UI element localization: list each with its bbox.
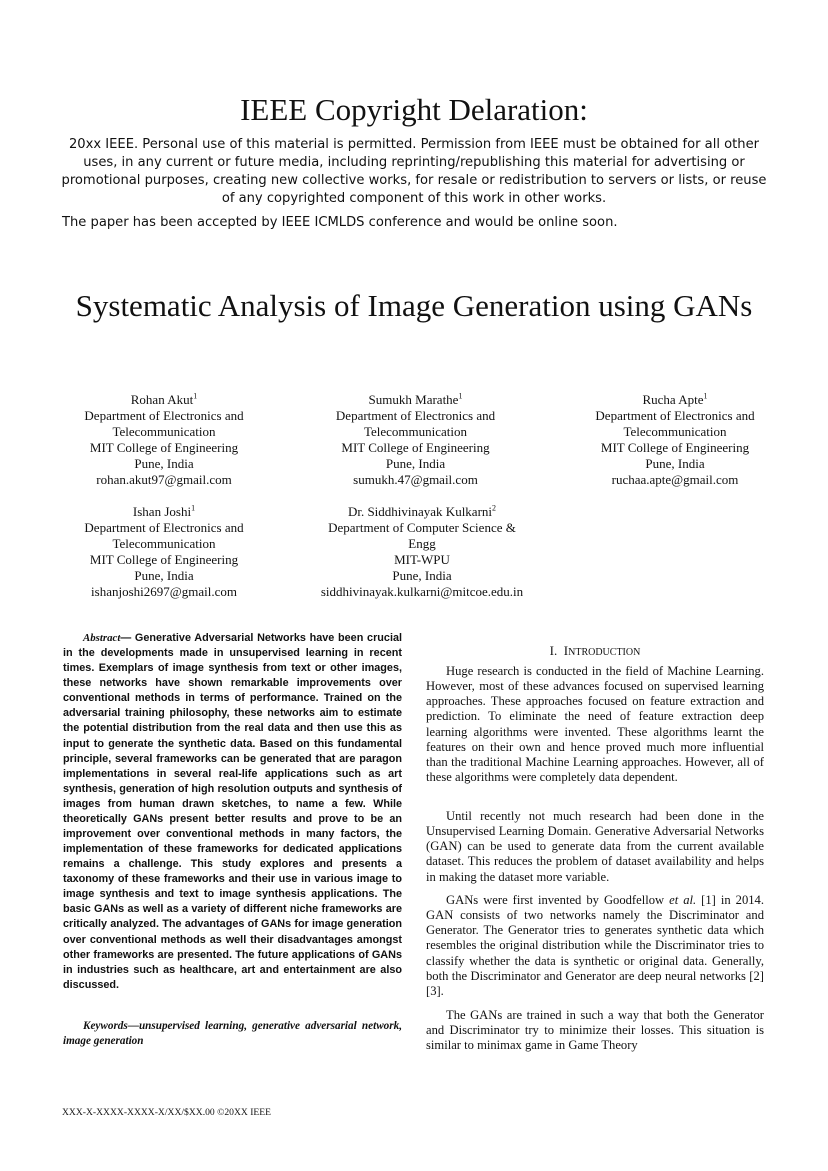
author-department: Department of Computer Science & xyxy=(328,520,516,535)
author-affiliation-mark: 1 xyxy=(193,391,198,401)
author-affiliation-mark: 1 xyxy=(703,391,708,401)
body-paragraph: Until recently not much research had been done in the Unsupervised Learning Domain. Generative Adversarial Networks (GAN) can be used to generate data from the current available dataset. This reduces the problem of dataset availability and helps in making the dataset more variable. xyxy=(426,809,764,884)
section-number: I. xyxy=(549,643,558,658)
author-block xyxy=(306,504,538,600)
body-paragraph: GANs were first invented by Goodfellow et al. [1] in 2014. GAN consists of two networks namely the Discriminator and Generator. The Generator tries to generates synthetic data which resembles the original distribution while the Discriminator tries to classify whether the data is synthetic or original data. Generally, both the Discriminator and Generator are deep neural networks [2][3]. xyxy=(426,893,764,998)
author-block xyxy=(313,392,518,488)
author-affiliation-mark: 1 xyxy=(191,503,196,513)
copyright-footer: XXX-X-XXXX-XXXX-X/XX/$XX.00 ©20XX IEEE xyxy=(62,1107,271,1118)
author-block xyxy=(60,392,268,488)
author-institution: MIT College of Engineering xyxy=(341,440,490,455)
author-department: Telecommunication xyxy=(112,536,216,551)
keywords: Keywords—unsupervised learning, generative adversarial network, image generation xyxy=(63,1020,402,1047)
author-name: Ishan Joshi$^1$ xyxy=(132,503,196,519)
section-title-initial: I xyxy=(563,643,569,658)
author-location: Pune, India xyxy=(645,456,705,471)
copyright-notice: 20xx IEEE. Personal use of this material is permitted. Permission from IEEE must be obtained for all other uses, in any current or future media, including reprinting/republishing this material for advertising or promotional purposes, creating new collective works, for resale or redistribution to servers or lists, or reuse of any copyrighted component of this work in other works. xyxy=(61,137,767,206)
author-email: siddhivinayak.kulkarni@mitcoe.edu.in xyxy=(320,584,524,599)
author-department: Telecommunication xyxy=(112,424,216,439)
author-affiliation-mark: 2 xyxy=(492,503,497,513)
author-institution: MIT-WPU xyxy=(394,552,450,567)
author-email: sumukh.47@gmail.com xyxy=(353,472,478,487)
author-email: ishanjoshi2697@gmail.com xyxy=(91,584,237,599)
author-department: Telecommunication xyxy=(623,424,727,439)
abstract xyxy=(63,631,402,993)
author-institution: MIT College of Engineering xyxy=(600,440,750,455)
author-name: Rucha Apte$^1$ xyxy=(642,391,708,407)
author-location: Pune, India xyxy=(134,456,194,471)
author-institution: MIT College of Engineering xyxy=(89,552,239,567)
author-department: Telecommunication xyxy=(363,424,468,439)
author-department: Engg xyxy=(408,536,436,551)
abstract-dash: — xyxy=(120,632,135,644)
author-block xyxy=(575,392,775,488)
author-name: Rohan Akut$^1$ xyxy=(130,391,198,407)
section-heading-introduction xyxy=(426,643,764,661)
section-title-rest: NTRODUCTION xyxy=(568,647,641,658)
author-location: Pune, India xyxy=(392,568,452,583)
acceptance-note: The paper has been accepted by IEEE ICMLDS conference and would be online soon. xyxy=(62,215,618,230)
author-department: Department of Electronics and xyxy=(84,520,244,535)
paper-title: Systematic Analysis of Image Generation using GANs xyxy=(75,288,753,323)
author-name: Dr. Siddhivinayak Kulkarni$^2$ xyxy=(347,503,497,519)
author-location: Pune, India xyxy=(134,568,194,583)
author-institution: MIT College of Engineering xyxy=(89,440,239,455)
author-email: rohan.akut97@gmail.com xyxy=(96,472,232,487)
body-paragraph: The GANs are trained in such a way that both the Generator and Discriminator try to minimize their losses. This situation is similar to minimax game in Game Theory xyxy=(426,1008,764,1053)
author-affiliation-mark: 1 xyxy=(458,391,463,401)
author-name: Sumukh Marathe$^1$ xyxy=(368,391,463,407)
abstract-label: Abstract xyxy=(83,632,121,644)
author-location: Pune, India xyxy=(385,456,446,471)
abstract-text: Generative Adversarial Networks have been crucial in the developments made in unsupervised learning in recent times. Exemplars of image synthesis from text or other images, these networks have shown remarkable improvements over conventional methods in terms of performance. Trained on the adversarial training philosophy, these networks aim to estimate the potential distribution from the real data and then use this as input to generate the synthetic data. Based on this fundamental principle, several frameworks can be generated that are paragon implementations in several real-life applications such as art synthesis, generation of high resolution outputs and synthesis of images from human drawn sketches, to name a few. While theoretically GANs present better results and prove to be an improvement over conventional methods in many factors, the implementation of these frameworks for dedicated applications remains a challenge. This study explores and presents a taxonomy of these frameworks and their use in various image to image synthesis and text to image synthesis applications. The basic GANs as well as a variety of different niche frameworks are critically analyzed. The advantages of GANs for image generation over conventional methods as well their disadvantages amongst other frameworks are presented. The future applications of GANs in industries such as healthcare, art and entertainment are also discussed. xyxy=(63,632,403,991)
author-department: Department of Electronics and xyxy=(335,408,496,423)
author-department: Department of Electronics and xyxy=(595,408,755,423)
copyright-title: IEEE Copyright Delaration: xyxy=(240,92,588,127)
author-email: ruchaa.apte@gmail.com xyxy=(611,472,739,487)
body-paragraph: Huge research is conducted in the field of Machine Learning. However, most of these advances focused on supervised learning approaches. These approaches focused on feature extraction and prediction. To eliminate the need of feature extraction deep learning algorithms were invented. These algorithms learnt the features on their own and hence proved much more influential than the traditional Machine Learning approaches. However, all of these algorithms were completely data dependent. xyxy=(426,664,764,785)
citation-etal: et al. xyxy=(669,893,697,907)
author-department: Department of Electronics and xyxy=(84,408,244,423)
author-block xyxy=(60,504,268,600)
